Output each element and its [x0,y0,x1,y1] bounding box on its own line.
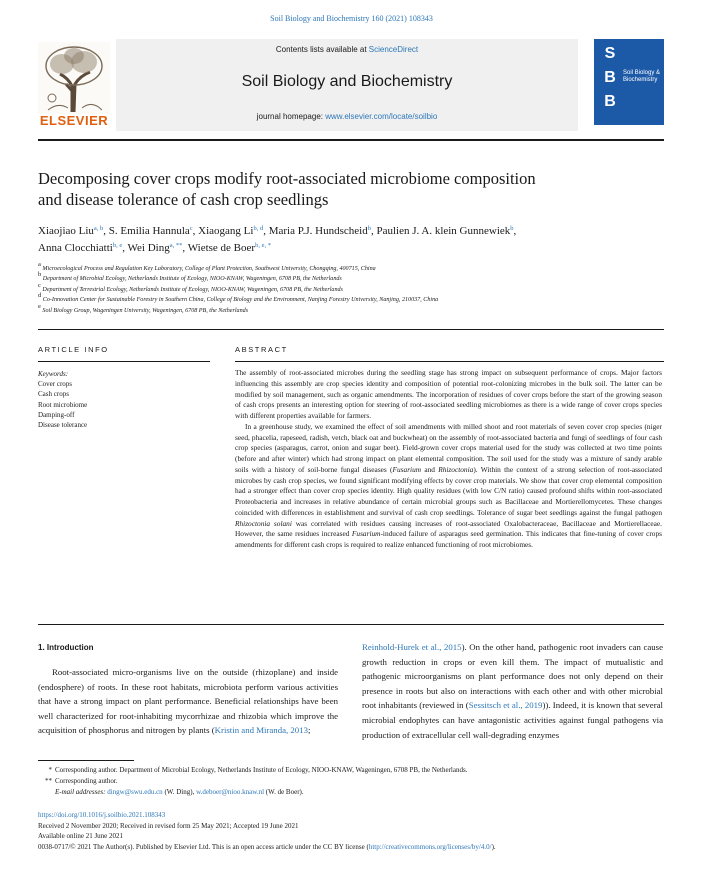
doi-link[interactable]: https://doi.org/10.1016/j.soilbio.2021.108343 [38,811,166,819]
author-name[interactable]: Xiaogang Li$^{b, d}$, [198,225,266,237]
abstract-heading: ABSTRACT [235,345,288,354]
cover-caption: Soil Biology & Biochemistry [623,70,661,83]
elsevier-logo [38,42,110,128]
corresponding-author-note: ** Corresponding author. [45,776,118,785]
email-addresses: E-mail addresses: dingw@swu.edu.cn (W. Ding), w.deboer@nioo.knaw.nl (W. de Boer). [55,787,304,796]
email-link[interactable]: dingw@swu.edu.cn [107,787,163,796]
abstract-rule [235,361,664,362]
keyword: Root microbiome [38,400,88,409]
body-column-right: Reinhold-Hurek et al., 2015). On the other hand, pathogenic root invaders can cause growth reduction in crops or even kill them. The impact of mutualistic and pathogenic microorganisms on plant performance does not only depend on their presence in roots but also on interactions with each other and with other microbial root inhabitants (reviewed in (Sessitsch et al., 2019)). Indeed, it is known that several microbial endophytes can have antagonistic activities against fungal pathogens via production of extracellular cell wall-degrading enzymes [362,642,663,740]
author-list [38,223,558,257]
keyword: Damping-off [38,410,75,419]
keyword: Cover crops [38,380,73,389]
article-info-rule [38,361,210,362]
cover-letter: S [604,45,616,62]
reference-link[interactable]: Sessitsch et al., 2019 [468,700,543,711]
header-divider [38,139,664,141]
sciencedirect-link[interactable]: ScienceDirect [368,45,419,54]
keyword: Cash crops [38,390,69,399]
abstract-bottom-rule [38,624,664,625]
journal-citation[interactable]: Soil Biology and Biochemistry 160 (2021) 108343 [270,14,433,23]
cover-letter: B [604,93,616,110]
reference-link[interactable]: Reinhold-Hurek et al., 2015 [362,642,462,652]
elsevier-tree-icon [38,42,110,114]
affiliation: $^c$ Department of Terrestrial Ecology, Netherlands Institute of Ecology, NIOO-KNAW, Wageningen, 6708 PB, the Netherlands [38,281,343,293]
available-online: Available online 21 June 2021 [38,832,124,841]
homepage-line: journal homepage: www.elsevier.com/locate/soilbio [256,112,438,121]
keyword: Disease tolerance [38,421,88,430]
affiliation: $^e$ Soil Biology Group, Wageningen University, Wageningen, 6708 PB, the Netherlands [38,302,249,314]
author-name[interactable]: Wietse de Boer$^{b, e, *}$ [187,242,271,254]
license-statement: 0038-0717/© 2021 The Author(s). Published by Elsevier Ltd. This is an open access article under the CC BY license (http://creativecommons.org/licenses/by/4.0/). [38,842,496,851]
license-link[interactable]: http://creativecommons.org/licenses/by/4.0/ [368,842,492,851]
elsevier-wordmark: ELSEVIER [39,113,109,128]
section-divider [38,329,664,330]
cover-letter: B [604,69,616,86]
article-history: Received 2 November 2020; Received in revised form 25 May 2021; Accepted 19 June 2021 [38,821,299,830]
affiliation: $^b$ Department of Microbial Ecology, Netherlands Institute of Ecology, NIOO-KNAW, Wageningen, 6708 PB, the Netherlands [38,271,342,283]
corresponding-author-note: * Corresponding author. Department of Microbial Ecology, Netherlands Institute of Ecology, NIOO-KNAW, Wageningen, 6708 PB, the Netherlands. [48,766,468,774]
affiliation: $^d$ Co-Innovation Center for Sustainable Forestry in Southern China, College of Biology and the Environment, Nanjing Forestry University, Nanjing, 210037, China [38,292,439,304]
article-title: Decomposing cover crops modify root-associated microbiome composition and disease tolerance of cash crop seedlings [38,169,536,209]
author-name[interactable]: Paulien J. A. klein Gunnewiek$^b$, [376,225,517,237]
footnote-rule [38,760,134,761]
author-name[interactable]: Xiaojiao Liu$^{a, b}$, [38,225,107,237]
affiliations [38,261,658,316]
abstract-paragraph: The assembly of root-associated microbes during the seedling stage has strong impact on subsequent performance of crops. Major factors influencing this assembly are crop species identity and composition of potential root-colonizing microbes in the bulk soil. The latter can be modified by soil management, such as organic amendments. The incorporation of residues of cover crops before the start of the growing season of cash crops presents an interesting option for steering of root-associated seedling microbiomes as there is a wide range of cover crops species with different properties available for farmers. [235,368,662,420]
journal-cover-thumbnail[interactable] [594,39,664,125]
section-heading-introduction: 1. Introduction [38,643,94,652]
journal-title: Soil Biology and Biochemistry [241,73,453,90]
publication-info [38,810,678,852]
author-name[interactable]: S. Emilia Hannula$^c$, [108,225,196,237]
journal-homepage-link[interactable]: www.elsevier.com/locate/soilbio [325,112,438,121]
author-name[interactable]: Anna Clocchiatti$^{b, e}$, [38,242,125,254]
footnotes [38,765,668,797]
article-info-heading: ARTICLE INFO [38,345,109,354]
reference-link[interactable]: Kristin and Miranda, 2013 [214,725,308,736]
email-link[interactable]: w.deboer@nioo.knaw.nl [196,787,265,796]
body-column-left: Root-associated micro-organisms live on the outside (rhizoplane) and inside (endosphere) of roots. In these root habitats, microbiota perform various activities that have a strong impact on plant performance. Beneficial relationships have been well characterized for root-inhabiting mycorrhizae and rhizobia which improve the acquisition of phosphorus and nitrogen by plants (Kristin and Miranda, 2013; [38,667,338,736]
journal-banner [116,39,578,131]
contents-line: Contents lists available at ScienceDirect [275,45,419,54]
keywords-label: Keywords: [38,370,69,378]
keywords-block [38,369,188,430]
abstract-body [235,368,662,551]
abstract-paragraph: In a greenhouse study, we examined the effect of soil amendments with milled shoot and root materials of seven cover crop species (niger seed, phacelia, rapeseed, radish, vetch, black oat and buckwheat) on the assembly of root-associated bacteria and fungi of seedlings of four cash crop species (asparagus, carrot, onion and sugar beet). Field-grown cover crops material used for the study was collected at two time points (before and after winter) which had strong impact on plant elemental composition. The soil used for the study was a mixture of sandy arable soils with a history of soil-borne fungal diseases (Fusarium and Rhizoctonia). Within the context of a strong selection of root-associated microbes by cash crop species, we found significant modifying effects by cover crop materials. We show that cover crop elemental composition had a stronger effect than cover crop species identity. High quality residues (with low C/N ratio) caused profound shifts within root-associated Proteobacteria and increases in relative abundance of certain microbial groups such as Bacillaceae and Mortierellomycetes. These changes coincided with differences in establishment and survival of cash crop seedlings. Tolerance of sugar beet seedlings against the fungal pathogen Rhizoctonia solani was correlated with residues causing increases of root-associated Oxalobacteraceae, Bacillaceae and Mortierellaceae. However, the same residues increased Fusarium-induced failure of asparagus seed germination. This indicates that fine-tuning of cover crops amendments for different cash crops is required to realize enhanced functioning of root microbiomes. [235,421,662,549]
affiliation: $^a$ Microecological Process and Regulation Key Laboratory, College of Plant Protection, Southwest University, Chongqing, 400715, China [38,261,376,272]
author-name[interactable]: Wei Ding$^{a, **}$, [127,242,186,254]
author-name[interactable]: Maria P.J. Hundscheid$^b$, [268,225,374,237]
